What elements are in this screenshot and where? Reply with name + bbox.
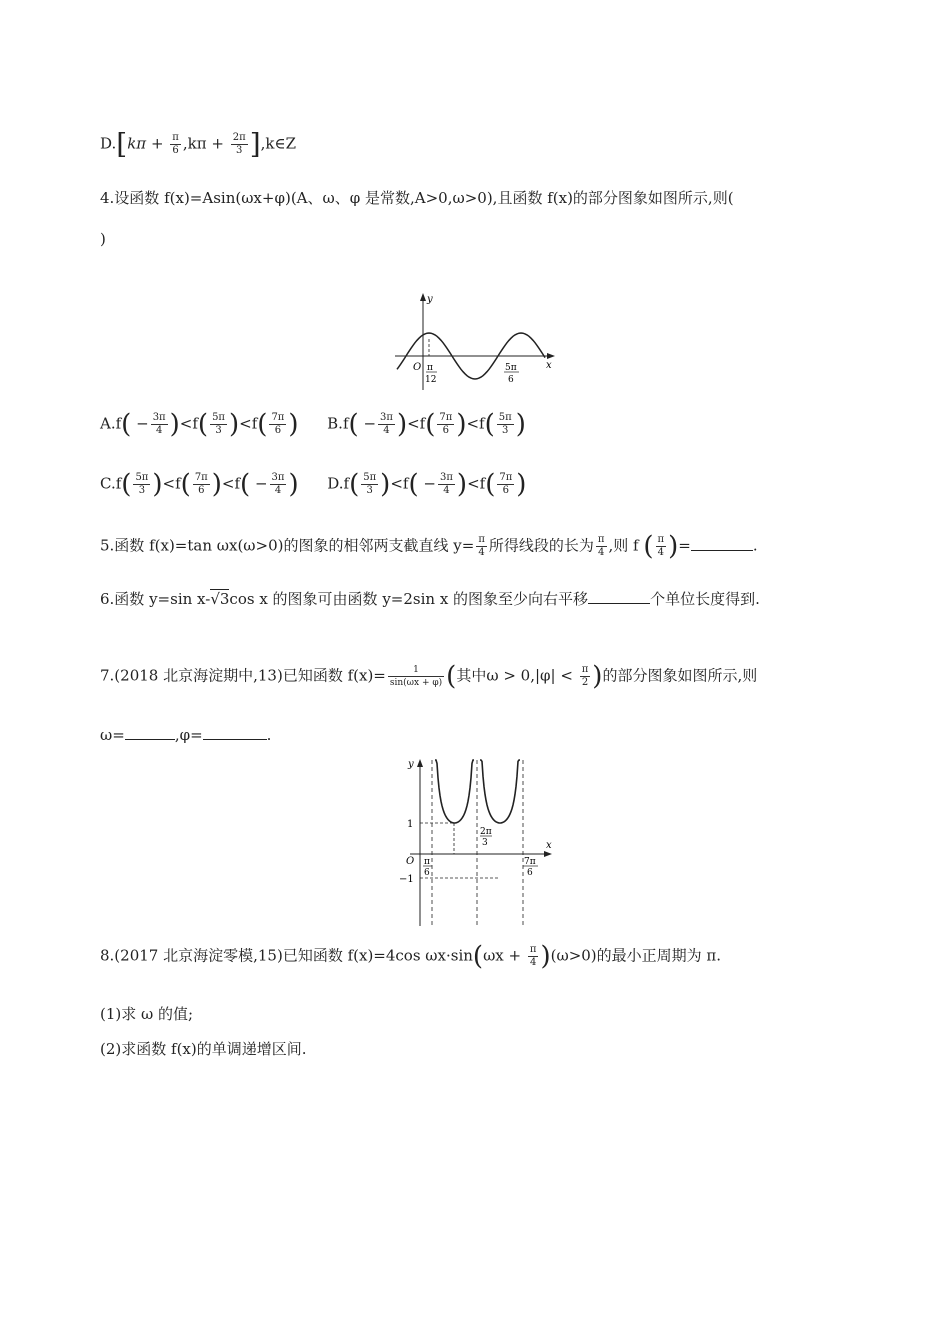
plus: +: [150, 134, 164, 153]
svg-text:O: O: [406, 856, 415, 867]
option-b-label[interactable]: B.: [327, 414, 343, 433]
bracket: ]: [249, 127, 261, 161]
svg-text:x: x: [546, 360, 552, 371]
option-d-label[interactable]: D.: [327, 474, 344, 493]
svg-text:12: 12: [425, 375, 437, 385]
kpi: kπ: [127, 134, 147, 153]
q4-sine-graph: [395, 292, 560, 392]
svg-text:π: π: [424, 857, 430, 867]
q6-stem: 6.函数 y=sin x-√3cos x 的图象可由函数 y=2sin x 的图象至少向右平移 个单位长度得到.: [100, 590, 760, 608]
answer-blank[interactable]: [691, 536, 753, 551]
q4-options-cd: C.f( $\frac{5\pi}{3}$ )<f( $\frac{7\pi}{6}$ )<f( − $\frac{3\pi}{4}$ ) D.f( $\frac{5\pi}{3}$ )<f( − $\frac{3\pi}{4}$ )<f( $\frac{7\pi}{6}$ ): [100, 469, 527, 500]
q8-part1: (1)求 ω 的值;: [100, 1005, 194, 1023]
q7-answers: ω= ,φ= .: [100, 726, 272, 744]
omega-blank[interactable]: [125, 725, 175, 740]
svg-text:1: 1: [407, 819, 414, 830]
answer-blank[interactable]: [588, 589, 650, 604]
q8-part2: (2)求函数 f(x)的单调递增区间.: [100, 1040, 307, 1058]
q7-stem: 7.(2018 北京海淀期中,13)已知函数 f(x)= $\frac{1}{\sin(\omega x + \varphi)}$ (其中ω > 0,|φ| < $\frac{\pi}{2}$ )的部分图象如图所示,则: [100, 661, 758, 692]
q7-csc-graph: [396, 756, 556, 928]
fraction: $\frac{2\pi}{3}$: [232, 132, 246, 156]
svg-text:6: 6: [527, 868, 533, 878]
q4-options-ab: A.f( − $\frac{3\pi}{4}$ )<f( $\frac{5\pi}{3}$ )<f( $\frac{7\pi}{6}$ ) B.f( − $\frac{3\pi}{4}$ )<f( $\frac{7\pi}{6}$ )<f( $\frac{5\pi}{3}$ ): [100, 409, 526, 440]
q5-stem: 5.函数 f(x)=tan ωx(ω>0)的图象的相邻两支截直线 y= $\frac{\pi}{4}$ 所得线段的长为 $\frac{\pi}{4}$ ,则 f ( $\frac{\pi}{4}$ )= .: [100, 531, 758, 562]
svg-text:x: x: [546, 840, 552, 851]
svg-text:2π: 2π: [480, 827, 492, 837]
svg-text:6: 6: [508, 375, 514, 385]
option-a-label[interactable]: A.: [100, 414, 116, 433]
tail: ,k∈Z: [260, 134, 297, 153]
q8-stem: 8.(2017 北京海淀零模,15)已知函数 f(x)=4cos ωx·sin(ωx + $\frac{\pi}{4}$ )(ω>0)的最小正周期为 π.: [100, 941, 722, 972]
svg-text:y: y: [408, 759, 414, 770]
bracket: [: [116, 127, 128, 161]
q4-stem-cont: ): [100, 230, 106, 248]
svg-text:O: O: [413, 362, 422, 373]
svg-text:5π: 5π: [505, 363, 517, 373]
q4-stem: 4.设函数 f(x)=Asin(ωx+φ)(A、ω、φ 是常数,A>0,ω>0),且函数 f(x)的部分图象如图所示,则(: [100, 189, 734, 207]
option-c-label[interactable]: C.: [100, 474, 116, 493]
option-label: D.: [100, 134, 117, 153]
svg-text:−1: −1: [399, 874, 414, 885]
phi-blank[interactable]: [203, 725, 267, 740]
plus: +: [211, 134, 224, 153]
kpi: kπ: [187, 134, 207, 153]
fraction: $\frac{\pi}{6}$: [172, 132, 179, 156]
q3-option-d: [100, 127, 297, 161]
svg-text:6: 6: [424, 868, 430, 878]
svg-text:y: y: [427, 294, 433, 305]
svg-text:7π: 7π: [524, 857, 536, 867]
comma: ,: [182, 134, 188, 153]
svg-text:3: 3: [482, 838, 488, 848]
svg-text:π: π: [427, 363, 433, 373]
